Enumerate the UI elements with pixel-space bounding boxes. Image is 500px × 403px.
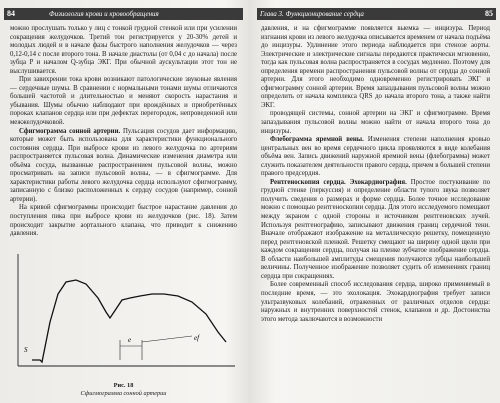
right-body bbox=[261, 25, 490, 324]
figure-18 bbox=[10, 242, 237, 402]
page-number: 84 bbox=[7, 9, 15, 18]
label-ef: ef bbox=[194, 333, 200, 342]
paragraph-text: Пульсация сосудов дает информацию, которые может быть использована для характеристики функционального состояния сердца. При выбросе крови из левого желудочка по артериям распространяется пульсовая волна. Динамические изменения диаметра или объёма сосуда, вызванные распространением пульсовой волны, можно просматривать на записи пульсовой волны, — в сфигмограмме. Для характеристики работы левого желудочка сердца используют сфигмограмму, записанную с близко расположенных к сердцу сосудов (например, сонной артерии). bbox=[10, 127, 238, 203]
page-number: 85 bbox=[485, 9, 493, 18]
running-title: Физиология крови и кровообращения bbox=[49, 10, 159, 18]
paragraph-text: Простое постукивание по грудной стенке (перкуссия) и определение области тупого звука позволяет получить сведения о размерах и форме сердца. Более точное исследование можно с помощью рентгеноскопии сердца. Для этого исследуемого помещают между экраном с одной стороны и источником рентгеновских лучей. Используя рентгенографию, записывают движения границ сердечной тени. Вначале отображают изображение на металлическую решетку, помещенную перед рентгеновской пленкой. Решетку смещают на ширину одной щели при каждом сокращении сердца, получая на пленке зубчатое изображение сердца. В области наибольшей амплитуды смещения получаются зубцы наибольшей величины. Полученное изображение позволяет судить об изменениях границ сердца при сокращениях. bbox=[261, 178, 490, 280]
label-s: S bbox=[24, 345, 28, 354]
paragraph-text: Изменения степени наполнения кровью центральных вен во время сердечного цикла проявляются в виде колебания объёма вен. Запись движений наружной яремной вены (флебограмма) может служить показателем деятельности правого сердца, причем в большей степени правого предсердия. bbox=[261, 136, 490, 178]
paragraph bbox=[261, 179, 490, 282]
paragraph: давления, и на сфигмограмме появляется выемка — инцизура. Период изгнания крови из левого желудочка описывается временем от начала подъёма до инцизуры. Удлинение этого периода наблюдается при стенозе аорты. Электрические и электрические сигналы передаются практически мгновенно, тогда как пульсовая волна распространяется в сосудах медленно. Поэтому для определения времени распространения пульсовой волны от сердца до сонной артерии. Для этого необходимо одновременно регистрировать ЭКГ и сфигмограмму сонной артерии. Время запаздывания пульсовой волны можно определить от начала комплекса QRS до начала второго тона, а также найти ЭКГ. bbox=[261, 25, 490, 109]
ef-line bbox=[142, 336, 192, 342]
paragraph: Более современный способ исследования сердца, широко применяемый в последние время, — это эхолокация. Эхокардиография требует записи ультразвуковых колебаний, отраженных от различных отделов сердца: наружных и внутренних поверхностей стенок, клапанов и др. Достоинства этого метода заключаются в возможности bbox=[261, 281, 490, 323]
section-heading: Сфигмограмма сонной артерии. bbox=[19, 127, 121, 135]
left-page bbox=[0, 0, 247, 403]
section-heading: Рентгеноскопия сердца. Эхокардиография. bbox=[270, 178, 407, 186]
paragraph: можно прослушать только у лиц с тонкой грудной стенкой или при усилении сокращения желудочков. Третий тон регистрируется у 20-30% детей и молодых людей и в начале фазы быстрого наполнения желудочков — через 0,12-0,14 с после второго тона. В начале диастолы (от 0,04 с до начала) после зубца P и началом Q-зубца ЭКГ. При обычной аускультации этот тон не выслушивается. bbox=[10, 25, 237, 75]
right-page bbox=[253, 0, 500, 403]
page-header bbox=[4, 8, 243, 20]
paragraph bbox=[10, 128, 237, 205]
label-e: e bbox=[128, 335, 132, 344]
paragraph: При завихрении тока крови возникают патологические звуковые явления — сердечные шумы. В сравнении с нормальными тонами шумы отличаются большей частотой и длительностью и меняют скорость нарастания и убывания. Шумы обычно наблюдают при врождённых и приобретённых пороках клапанов сердца или при дефектах перегородок, непроведенной или межжелудочковой. bbox=[10, 76, 237, 127]
page-header bbox=[257, 8, 496, 20]
paragraph: На кривой сфигмограммы происходит быстрое нарастание давления до поступления пика при выбросе крови из желудочков (рис. 18). Затем происходит закрытие аортального клапана, что приводит к снижению давления. bbox=[10, 204, 237, 238]
sphygmogram-plot bbox=[10, 242, 237, 382]
sphygmogram-curve bbox=[32, 280, 226, 362]
section-heading: Флебограмма яремной вены. bbox=[270, 136, 364, 144]
running-title: Глава 3. Функционирование сердца bbox=[260, 10, 364, 18]
left-body bbox=[10, 25, 237, 402]
figure-subcaption: Сфигмограмма сонной артерии bbox=[80, 389, 167, 397]
paragraph bbox=[261, 136, 490, 179]
paragraph: проводящей системы, сонной артерии на ЭКГ и сфигмограмме. Время запаздывания пульсовой волны можно найти от начала второго тона до инцизуры. bbox=[261, 110, 490, 135]
figure-caption: Рис. 18 bbox=[113, 381, 134, 389]
